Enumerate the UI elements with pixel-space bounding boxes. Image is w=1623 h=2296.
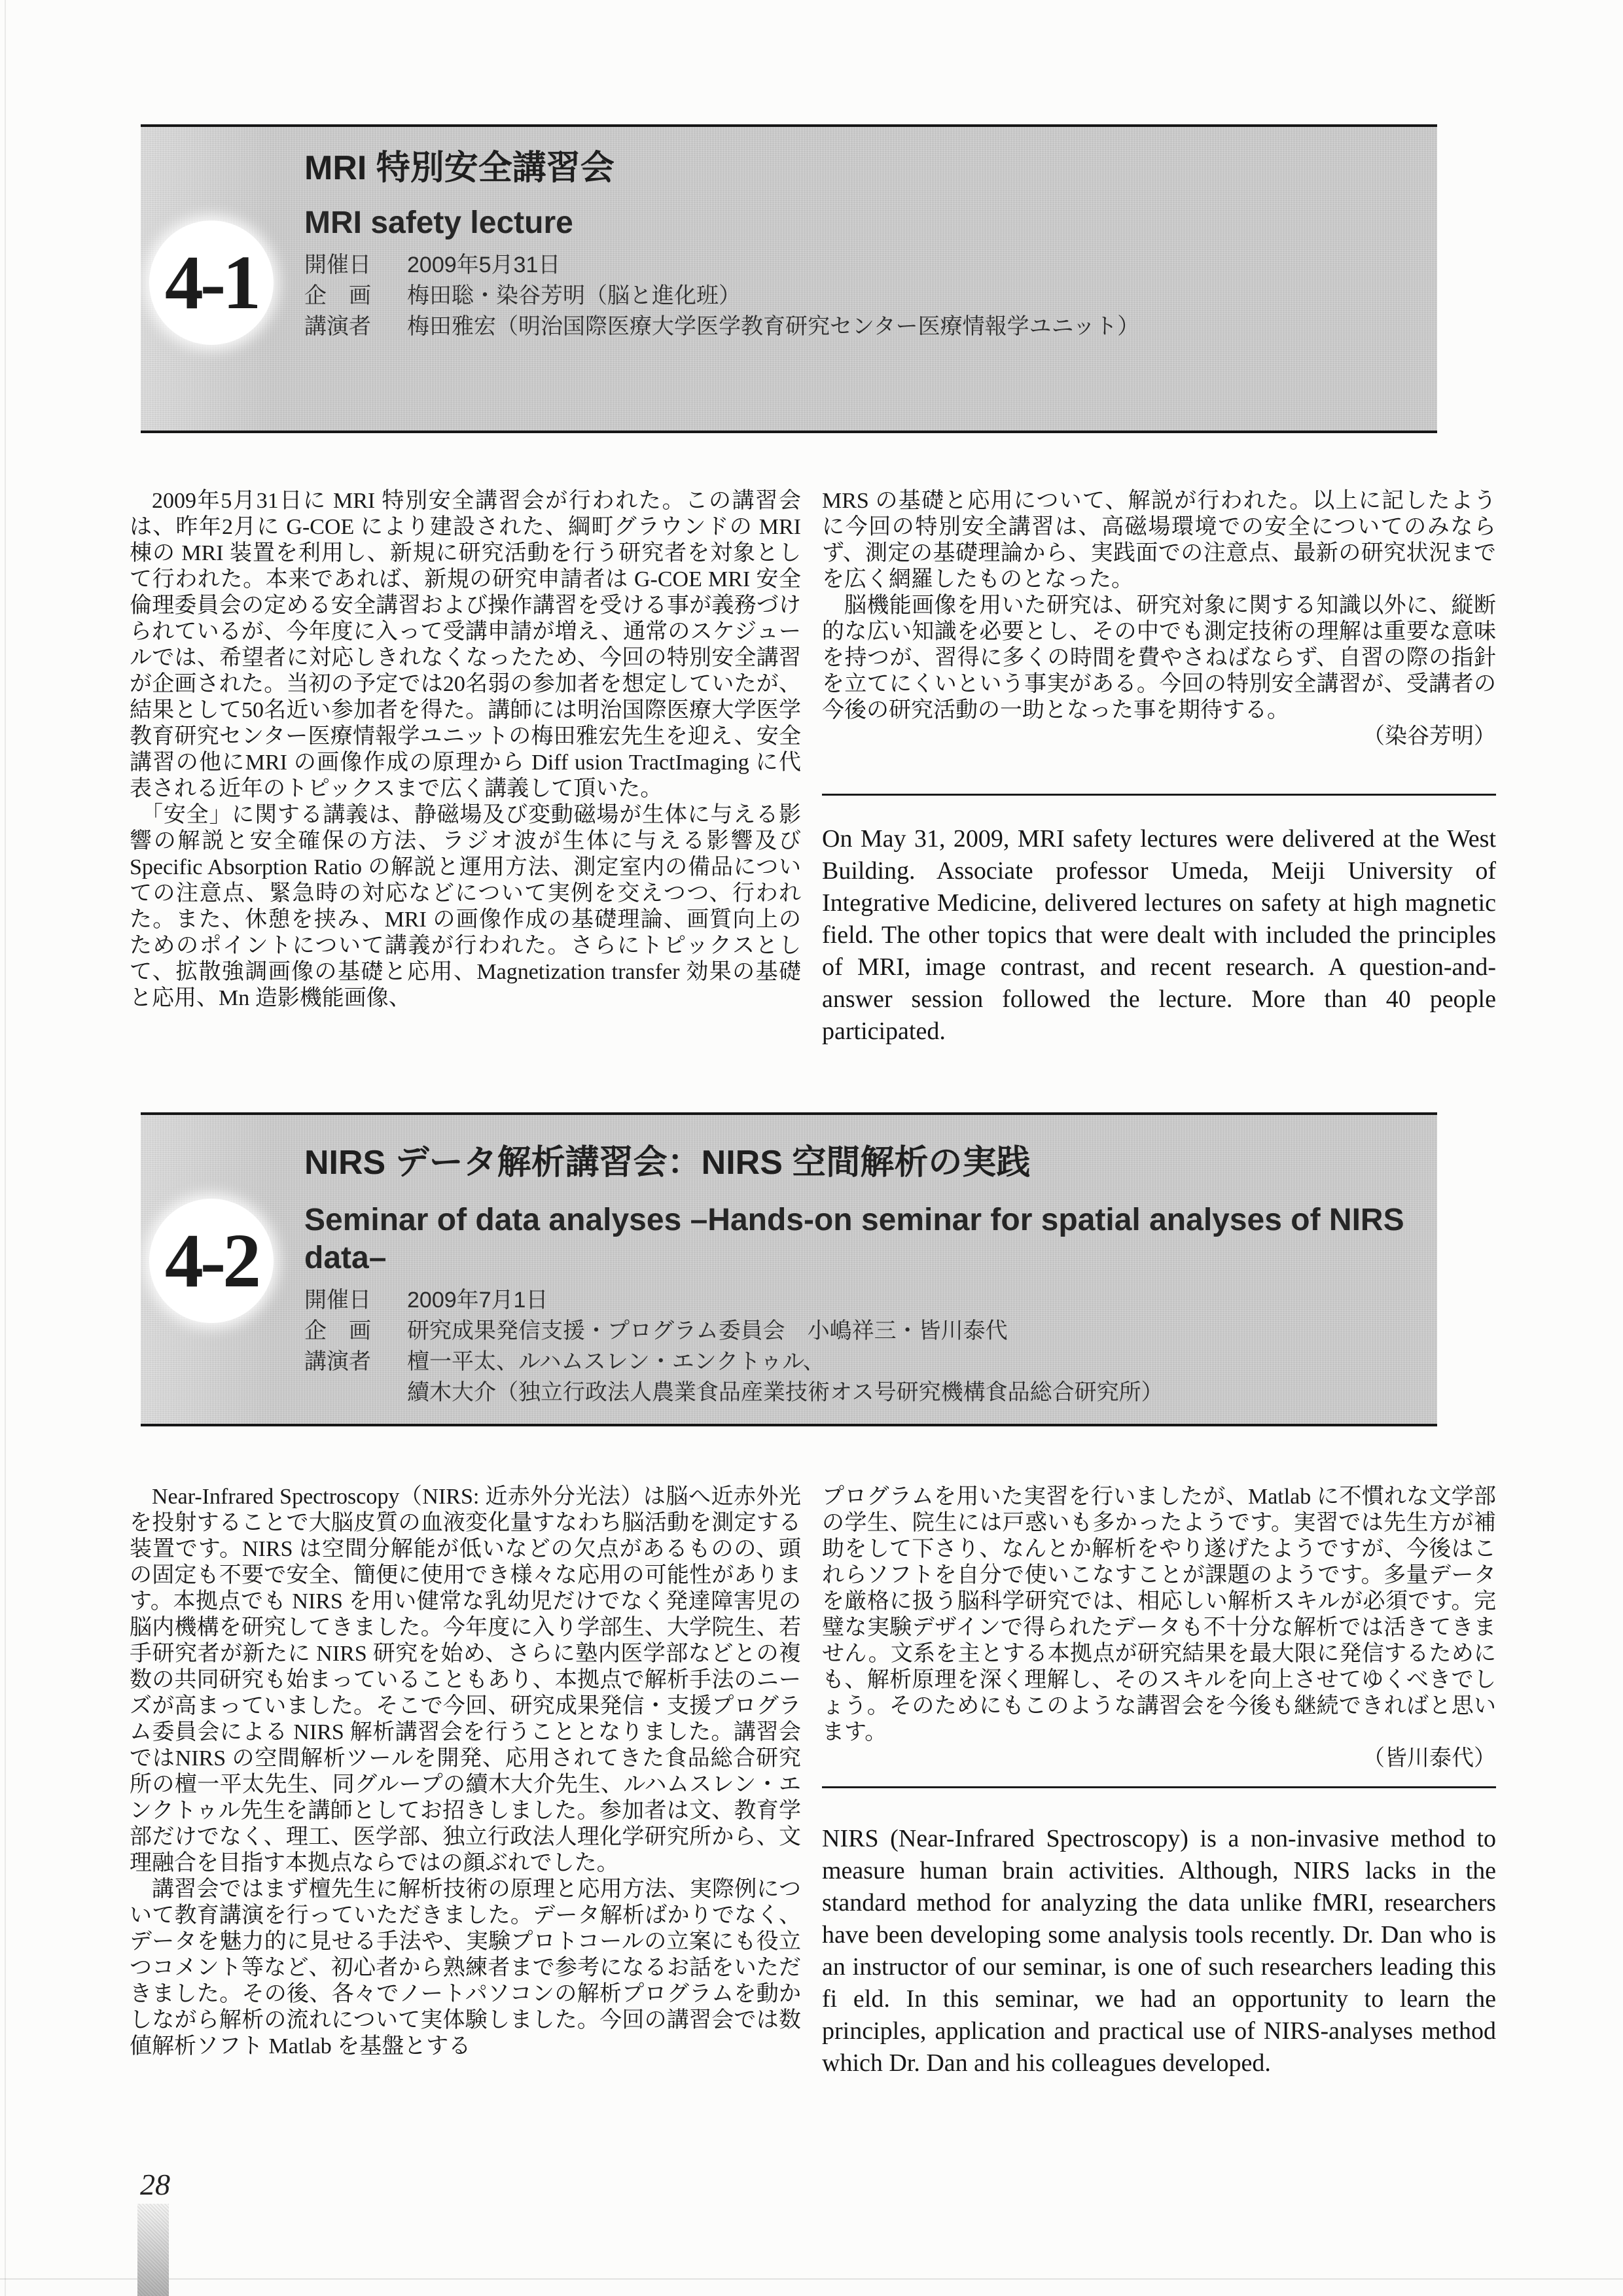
section-41-number-badge: [149, 221, 274, 345]
section-42-number: 4-2: [164, 1218, 259, 1303]
paragraph: On May 31, 2009, MRI safety lectures were delivered at the West Building. Associate professor Umeda, Meiji University of Integrative Medicine, delivered lectures on safety at high magnetic field. The other topics that were dealt with included the principles of MRI, image contrast, and recent research. A question-and-answer session followed the lecture. More than 40 people participated.: [822, 825, 1496, 1045]
section-41-body-right-column: [822, 488, 1496, 776]
author-signature: （皆川泰代）: [1363, 1746, 1496, 1771]
meta-value: 梅田聡・染谷芳明（脳と進化班）: [407, 283, 741, 308]
paragraph: 講習会ではまず檀先生に解析技術の原理と応用方法、実際例について教育講演を行っていただきました。データ解析ばかりでなく、データを魅力的に見せる手法や、実験プロトコールの立案にも役立つコメント等など、初心者から熟練者まで参考になるお話をいただきました。その後、各々でノートパソコンの解析プログラムを動かしながら解析の流れについて実体験しました。今回の講習会では数値解析ソフト Matlab を基盤とする: [130, 1877, 801, 2058]
meta-row-speaker: [304, 311, 1443, 342]
section-41-body-left-column: [130, 488, 801, 1051]
paragraph: 2009年5月31日に MRI 特別安全講習会が行われた。この講習会は、昨年2月に G-COE により建設された、綱町グラウンドの MRI 棟の MRI 装置を利用し、新規に研究活動を行う研究者を対象として行われた。本来であれば、新規の研究申請者は G-COE MRI 安全倫理委員会の定める安全講習および操作講習を受ける事が義務づけられているが、今年度に入って受講申請が増え、通常のスケジュールでは、希望者に対応しきれなくなったため、今回の特別安全講習が企画された。当初の予定では20名弱の参加者を想定していたが、結果として50名近い参加者を得た。講師には明治国際医療大学医学教育研究センター医療情報学ユニットの梅田雅宏先生を迎え、安全講習の他にMRI の画像作成の原理から Diff usion TractImaging に代表される近年のトピックスまで広く講義して頂いた。: [130, 489, 801, 801]
meta-label: 企 画: [304, 283, 371, 308]
meta-label: 講演者: [304, 314, 371, 339]
meta-row-date: [304, 250, 1443, 281]
section-41-header-content: [304, 127, 1456, 431]
section-41-divider-rule: [822, 794, 1496, 796]
paragraph: Near-Infrared Spectroscopy（NIRS: 近赤外分光法）は脳へ近赤外光を投射することで大脳皮質の血液変化量すなわち脳活動を測定する装置です。NIRS は空間分解能が低いなどの欠点があるものの、頭の固定も不要で安全、簡便に使用でき様々な応用の可能性があります。本拠点でも NIRS を用い健常な乳幼児だけでなく発達障害児の脳内機構を研究してきました。今年度に入り学部生、大学院生、若手研究者が新たに NIRS 研究を始め、さらに塾内医学部などとの複数の共同研究も始まっていることもあり、本拠点で解析手法のニーズが高まっていました。そこで今回、研究成果発信・支援プログラム委員会による NIRS 解析講習会を行うこととなりました。講習会ではNIRS の空間解析ツールを開発、応用されてきた食品総合研究所の檀一平太先生、同グループの續木大介先生、ルハムスレン・エンクトゥル先生を講師としてお招きしました。参加者は文、教育学部だけでなく、理工、医学部、独立行政法人理化学研究所から、文理融合を目指す本拠点ならではの顔ぶれでした。: [130, 1485, 801, 1875]
section-42-header-banner: [141, 1112, 1437, 1426]
meta-value: 梅田雅宏（明治国際医療大学医学教育研究センター医療情報学ユニット）: [407, 314, 1140, 339]
meta-value: 研究成果発信支援・プログラム委員会 小嶋祥三・皆川泰代: [407, 1318, 1008, 1343]
paragraph: プログラムを用いた実習を行いましたが、Matlab に不慣れな文学部の学生、院生には戸惑いも多かったようです。実習では先生方が補助をして下さり、なんとか解析をやり遂げたようですが、今後はこれらソフトを自分で使いこなすことが課題のようです。多量データを厳格に扱う脳科学研究では、相応しい解析スキルが必須です。完璧な実験デザインで得られたデータも不十分な解析では活きてきません。文系を主とする本拠点が研究結果を最大限に発信するためにも、解析原理を深く理解し、そのスキルを向上させてゆくべきでしょう。そのためにもこのような講習会を今後も継続できればと思います。: [822, 1485, 1496, 1744]
paragraph: NIRS (Near-Infrared Spectroscopy) is a non-invasive method to measure human brain activities. Although, NIRS lacks in the standard method for analyzing the data unlike fMRI, researchers have been developing some analysis tools recently. Dr. Dan who is an instructor of our seminar, is one of such researchers leading this fi eld. In this seminar, we had an opportunity to learn the principles, application and practical use of NIRS-analyses method which Dr. Dan and his colleagues developed.: [822, 1825, 1496, 2077]
section-42-title-japanese: NIRS データ解析講習会：NIRS 空間解析の実践: [304, 1144, 1031, 1182]
meta-value: 2009年7月1日: [407, 1288, 548, 1313]
section-41-number: 4-1: [164, 239, 259, 325]
paragraph: 脳機能画像を用いた研究は、研究対象に関する知識以外に、縦断的な広い知識を必要とし、その中でも測定技術の理解は重要な意味を持つが、習得に多くの時間を費やさねばならず、自習の際の指針を立てにくいという事実がある。今回の特別安全講習が、受講者の今後の研究活動の一助となった事を期待する。: [822, 593, 1496, 722]
meta-row-planning: [304, 1316, 1443, 1347]
section-42-body-left-column: [130, 1484, 801, 2125]
footer-gradient-bar: [137, 2204, 169, 2296]
meta-row-planning: [304, 281, 1443, 311]
section-41-english-abstract: [822, 823, 1496, 1065]
meta-row-speaker-continued: [304, 1377, 1443, 1408]
meta-row-speaker: [304, 1347, 1443, 1377]
meta-value: 2009年5月31日: [407, 253, 561, 277]
section-41-title-english: MRI safety lecture: [304, 205, 573, 240]
meta-value: 檀一平太、ルハムスレン・エンクトゥル、: [407, 1349, 825, 1374]
section-42-meta: [304, 1285, 1443, 1408]
section-42-title-english: Seminar of data analyses –Hands-on seminar for spatial analyses of NIRS data–: [304, 1203, 1404, 1275]
meta-label: 開催日: [304, 1288, 371, 1313]
scan-edge-line-horizontal: [0, 2278, 1623, 2280]
section-42-body-right-column: [822, 1484, 1496, 1772]
page-number: 28: [140, 2168, 170, 2201]
meta-label: 開催日: [304, 253, 371, 277]
paragraph: 「安全」に関する講義は、静磁場及び変動磁場が生体に与える影響の解説と安全確保の方法、ラジオ波が生体に与える影響及び Specific Absorption Ratio の解説と運用方法、測定室内の備品についての注意点、緊急時の対応などについて実例を交えつつ、行われた。また、休憩を挟み、MRI の画像作成の基礎理論、画質向上のためのポイントについて講義が行われた。さらにトピックスとして、拡散強調画像の基礎と応用、Magnetization transfer 効果の基礎と応用、Mn 造影機能画像、: [130, 803, 801, 1010]
meta-label: [304, 1377, 407, 1408]
section-41-title-japanese: MRI 特別安全講習会: [304, 149, 615, 187]
section-42-divider-rule: [822, 1786, 1496, 1788]
meta-label: 講演者: [304, 1349, 371, 1374]
paragraph: MRS の基礎と応用について、解説が行われた。以上に記したように今回の特別安全講習は、高磁場環境での安全についてのみならず、測定の基礎理論から、実践面での注意点、最新の研究状況までを広く網羅したものとなった。: [822, 489, 1496, 592]
section-41-meta: [304, 250, 1443, 342]
author-signature: （染谷芳明）: [1363, 724, 1496, 749]
section-42-header-content: [304, 1115, 1456, 1424]
section-42-english-abstract: [822, 1823, 1496, 2130]
scan-edge-line-vertical: [5, 0, 6, 2296]
meta-value: 續木大介（独立行政法人農業食品産業技術オス号研究機構食品総合研究所）: [407, 1380, 1164, 1405]
meta-row-date: [304, 1285, 1443, 1316]
section-41-header-banner: [141, 124, 1437, 433]
meta-label: 企 画: [304, 1318, 371, 1343]
section-42-number-badge: [149, 1199, 274, 1323]
